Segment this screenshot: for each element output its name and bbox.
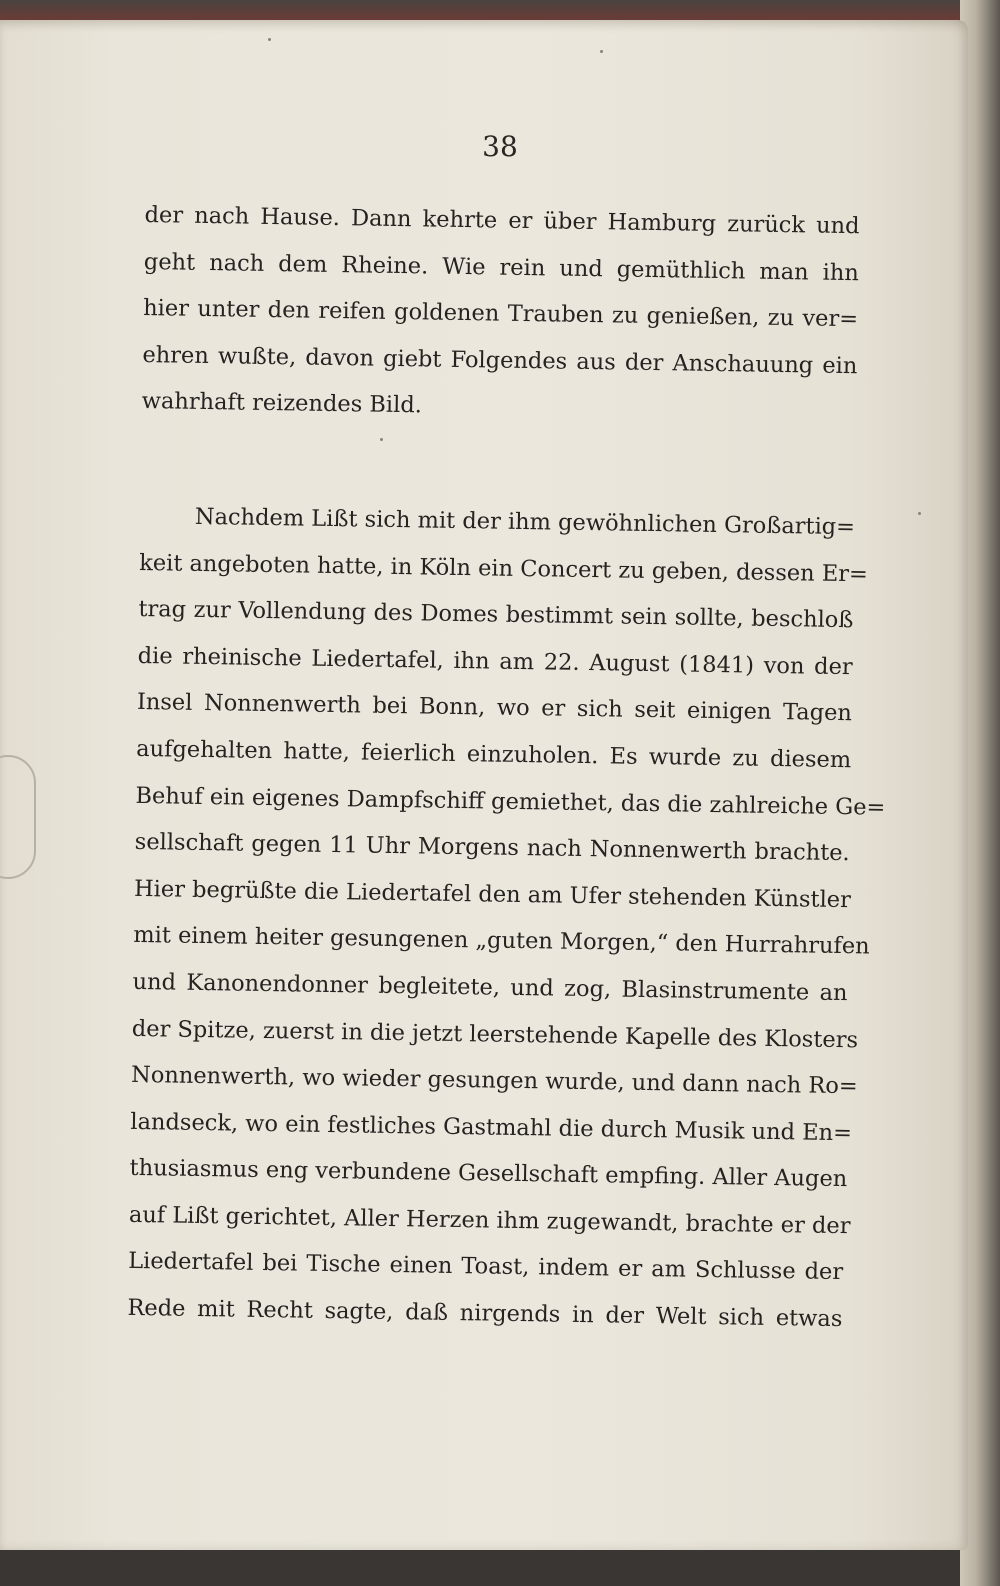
- text-line: und Kanonendonner begleitete, und zog, Blasinstrumente an: [132, 968, 848, 1007]
- text-line: aufgehalten hatte, feierlich einzuholen. Es wurde zu diesem: [136, 735, 852, 774]
- paper-speck: [380, 438, 383, 441]
- paper-speck: [600, 50, 603, 53]
- text-line: Rede mit Recht sagte, daß nirgends in der Welt sich etwas: [127, 1294, 843, 1333]
- text-line: auf Lißt gerichtet, Aller Herzen ihm zugewandt, brachte er der: [128, 1201, 851, 1240]
- paper-speck: [268, 38, 271, 41]
- text-line: geht nach dem Rheine. Wie rein und gemüthlich man ihn: [143, 248, 860, 286]
- text-line: sellschaft gegen 11 Uhr Morgens nach Nonnenwerth brachte.: [134, 829, 850, 867]
- text-line: keit angeboten hatte, in Köln ein Concert zu geben, dessen Er=: [138, 549, 869, 587]
- text-line: Nonnenwerth, wo wieder gesungen wurde, und dann nach Ro=: [130, 1061, 858, 1100]
- text-line: ehren wußte, davon giebt Folgendes aus der Anschauung ein: [142, 341, 858, 379]
- book-page: [0, 20, 968, 1550]
- text-line: landseck, wo ein festliches Gastmahl die durch Musik und En=: [130, 1108, 853, 1146]
- page-number: 38: [482, 130, 518, 163]
- body-text: [127, 192, 886, 1343]
- text-line: hier unter den reifen goldenen Trauben zu genießen, zu ver=: [142, 295, 859, 333]
- text-line: Behuf ein eigenes Dampfschiff gemiethet, das die zahlreiche Ge=: [135, 782, 886, 821]
- text-line: wahrhaft reizendes Bild.: [141, 388, 423, 419]
- text-line: Liedertafel bei Tische einen Toast, indem er am Schlusse der: [127, 1248, 844, 1286]
- text-line: Nachdem Lißt sich mit der ihm gewöhnlichen Großartig=: [194, 503, 856, 541]
- text-line: Insel Nonnenwerth bei Bonn, wo er sich seit einigen Tagen: [136, 689, 853, 727]
- paragraph-gap: [140, 425, 856, 504]
- text-line: thusiasmus eng verbundene Gesellschaft empfing. Aller Augen: [129, 1155, 848, 1193]
- text-line: trag zur Vollendung des Domes bestimmt sein sollte, beschloß: [138, 596, 854, 634]
- page-clip-mark: [0, 755, 36, 879]
- text-line: Hier begrüßte die Liedertafel den am Ufer stehenden Künstler: [133, 875, 852, 913]
- text-line: mit einem heiter gesungenen „guten Morgen,“ den Hurrahrufen: [133, 922, 870, 960]
- text-line: die rheinische Liedertafel, ihn am 22. August (1841) von der: [137, 642, 853, 680]
- text-line: der nach Hause. Dann kehrte er über Hamburg zurück und: [144, 201, 860, 240]
- paragraph-1: [141, 192, 860, 436]
- paper-speck: [918, 512, 921, 515]
- paragraph-2: [127, 493, 886, 1343]
- text-line: der Spitze, zuerst in die jetzt leerstehende Kapelle des Klosters: [131, 1015, 859, 1053]
